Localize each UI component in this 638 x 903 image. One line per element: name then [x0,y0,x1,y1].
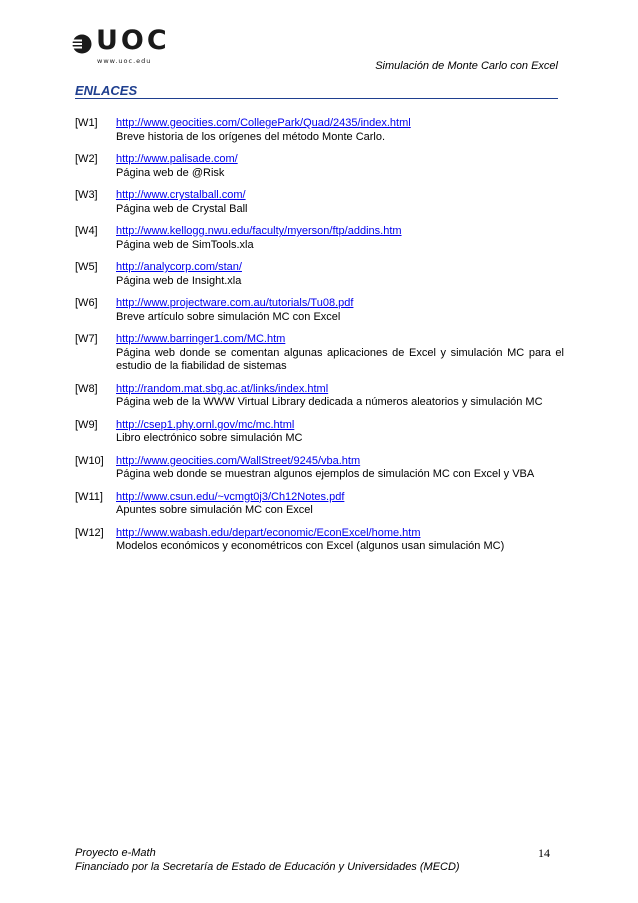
list-item [75,527,564,554]
reference-description: Breve artículo sobre simulación MC con Excel [116,310,341,323]
reference-link[interactable]: http://csep1.phy.ornl.gov/mc/mc.html [116,418,295,431]
list-item [75,491,564,518]
uoc-logo [72,25,182,68]
uoc-logo-icon [72,34,92,54]
reference-link[interactable]: http://random.mat.sbg.ac.at/links/index.html [116,382,329,395]
reference-id: [W1] [75,117,98,129]
footer-project: Proyecto e-Math [75,847,156,859]
list-item [75,153,564,180]
reference-description: Modelos económicos y econométricos con Excel (algunos usan simulación MC) [116,540,505,552]
reference-link[interactable]: http://www.palisade.com/ [116,153,238,165]
reference-id: [W12] [75,526,104,539]
reference-id: [W7] [75,333,98,345]
reference-link[interactable]: http://www.csun.edu/~vcmgt0j3/Ch12Notes.pdf [116,490,345,503]
reference-link[interactable]: http://www.geocities.com/WallStreet/9245/vba.htm [116,454,361,467]
document-title: Simulación de Monte Carlo con Excel [375,60,558,72]
list-item [75,225,564,252]
list-item [75,189,564,216]
reference-link[interactable]: http://www.barringer1.com/MC.htm [116,333,286,345]
reference-description: Breve historia de los orígenes del método Monte Carlo. [116,130,386,143]
footer-funding: Financiado por la Secretaría de Estado de Educación y Universidades (MECD) [75,861,460,873]
reference-link[interactable]: http://www.kellogg.nwu.edu/faculty/myerson/ftp/addins.htm [116,225,402,237]
reference-description: Página web de @Risk [116,166,225,179]
reference-description: Página web donde se comentan algunas aplicaciones de Excel y simulación MC para el estudio de la fiabilidad de sistemas [116,346,564,372]
reference-link[interactable]: http://www.wabash.edu/depart/economic/EconExcel/home.htm [116,526,421,539]
reference-description: Página web de la WWW Virtual Library dedicada a números aleatorios y simulación MC [116,396,543,408]
list-item [75,455,564,482]
list-item [75,333,564,374]
reference-id: [W9] [75,418,98,431]
list-item [75,383,564,410]
reference-description: Apuntes sobre simulación MC con Excel [116,504,313,516]
reference-link[interactable]: http://www.crystalball.com/ [116,189,246,201]
reference-link[interactable]: http://www.projectware.com.au/tutorials/Tu08.pdf [116,297,354,309]
reference-id: [W8] [75,382,98,395]
reference-description: Página web de Crystal Ball [116,202,248,215]
reference-description: Página web de SimTools.xla [116,238,254,251]
reference-id: [W3] [75,189,98,201]
list-item [75,297,564,324]
reference-description: Libro electrónico sobre simulación MC [116,432,303,444]
reference-description: Página web donde se muestran algunos ejemplos de simulación MC con Excel y VBA [116,468,535,480]
list-item [75,117,564,144]
section-heading: ENLACES [75,84,558,99]
page-number: 14 [538,846,550,860]
footer [75,846,460,874]
list-item [75,419,564,446]
reference-id: [W11] [75,490,103,503]
reference-id: [W5] [75,261,98,273]
reference-description: Página web de Insight.xla [116,274,242,287]
list-item [75,261,564,288]
reference-link[interactable]: http://analycorp.com/stan/ [116,261,242,273]
reference-id: [W10] [75,454,104,467]
logo-text: UOC [96,25,170,56]
reference-id: [W4] [75,225,98,237]
links-list [75,117,564,563]
logo-url: www.uoc.edu [97,57,152,65]
reference-id: [W6] [75,297,98,309]
reference-id: [W2] [75,153,98,165]
reference-link[interactable]: http://www.geocities.com/CollegePark/Quad/2435/index.html [116,117,411,129]
